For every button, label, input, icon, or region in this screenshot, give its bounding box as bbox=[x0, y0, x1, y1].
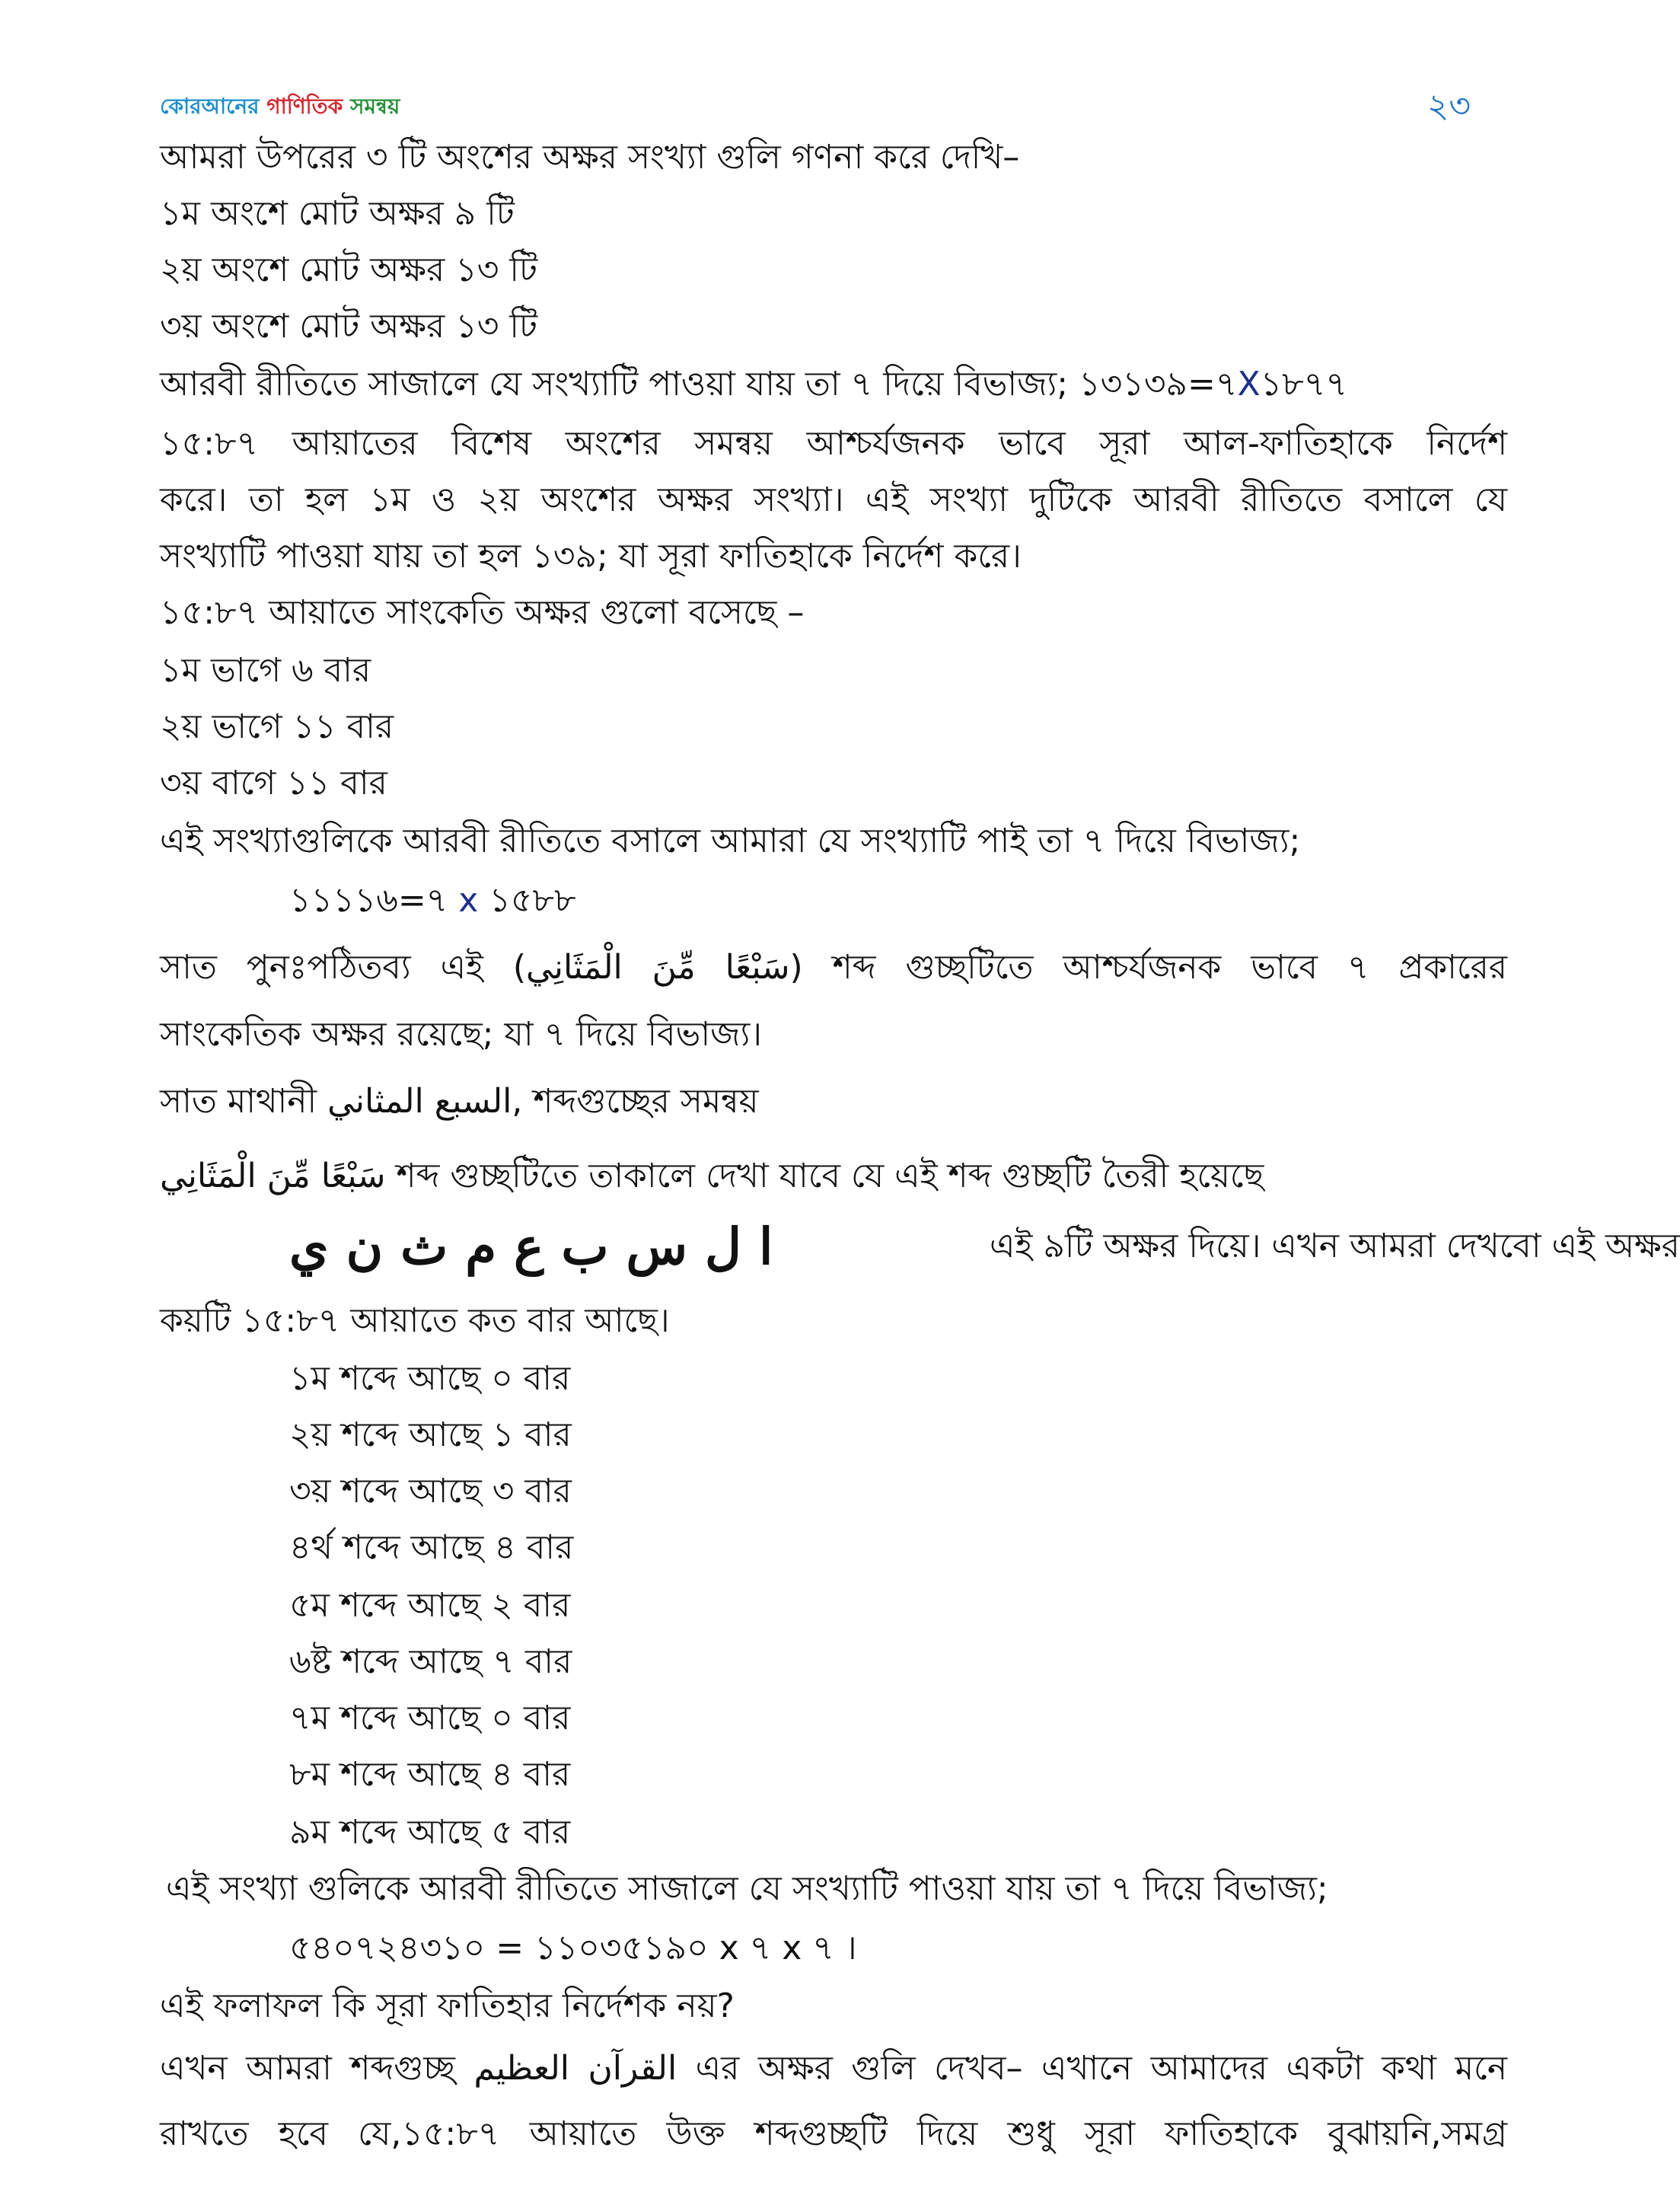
text-segment: সাত পুনঃপঠিতব্য এই ( bbox=[160, 948, 527, 987]
arabic-phrase: القرآن العظيم bbox=[473, 2049, 677, 2088]
running-header bbox=[160, 90, 400, 126]
list-item: ৬ষ্ট শব্দে আছে ৭ বার bbox=[289, 1642, 572, 1681]
text-line: ১ম ভাগে ৬ বার bbox=[160, 651, 371, 690]
list-item: ৭ম শব্দে আছে ০ বার bbox=[289, 1699, 571, 1738]
text-segment: ১৮৭৭ bbox=[1260, 365, 1347, 404]
text-segment: ) শব্দ গুচ্ছটিতে আশ্চর্যজনক ভাবে ৭ প্রকারের bbox=[789, 948, 1507, 987]
list-item: ২য় শব্দে আছে ১ বার bbox=[289, 1415, 572, 1454]
text-line: কয়টি ১৫:৮৭ আয়াতে কত বার আছে। bbox=[160, 1301, 670, 1340]
text-line bbox=[160, 2047, 1507, 2091]
arabic-phrase: سَبْعًا مِّنَ الْمَثَانِي bbox=[526, 948, 790, 987]
text-line: ৩য় বাগে ১১ বার bbox=[160, 764, 387, 803]
text-line: ৩য় অংশে মোট অক্ষর ১৩ টি bbox=[160, 307, 537, 346]
text-line bbox=[160, 946, 1507, 990]
text-line: এই ফলাফল কি সূরা ফাতিহার নির্দেশক নয়? bbox=[160, 1986, 735, 2025]
text-line: ১৫:৮৭ আয়াতের বিশেষ অংশের সমন্বয় আশ্চর্যজনক ভাবে সূরা আল-ফাতিহাকে নির্দেশ bbox=[160, 424, 1507, 463]
text-line bbox=[289, 879, 576, 923]
text-segment: এখন আমরা শব্দগুচ্ছ bbox=[160, 2049, 474, 2088]
text-segment: ১৫৮৮ bbox=[478, 881, 576, 920]
text-segment: শব্দ গুচ্ছটিতে তাকালে দেখা যাবে যে এই শব্দ গুচ্ছটি তৈরী হয়েছে bbox=[385, 1157, 1264, 1195]
text-line: রাখতে হবে যে,১৫:৮৭ আয়াতে উক্ত শব্দগুচ্ছটি দিয়ে শুধু সূরা ফাতিহাকে বুঝায়নি,সমগ্র bbox=[160, 2114, 1507, 2153]
text-line bbox=[289, 1217, 1680, 1276]
multiply-sign: X bbox=[1237, 365, 1261, 404]
text-line: ১ম অংশে মোট অক্ষর ৯ টি bbox=[160, 194, 515, 233]
text-line: করে। তা হল ১ম ও ২য় অংশের অক্ষর সংখ্যা। এই সংখ্যা দুটিকে আরবী রীতিতে বসালে যে bbox=[160, 480, 1507, 519]
text-line bbox=[160, 1154, 1264, 1198]
multiply-sign: x bbox=[458, 881, 479, 920]
header-title-part1: কোরআনের bbox=[160, 94, 267, 119]
text-segment: সাত মাথানী bbox=[160, 1082, 328, 1121]
list-item: ৯ম শব্দে আছে ৫ বার bbox=[289, 1813, 571, 1852]
arabic-letters: ا ل س ب ع م ث ن ي bbox=[289, 1217, 773, 1276]
text-segment: , শব্দগুচ্ছের সমন্বয় bbox=[512, 1082, 759, 1121]
text-segment: এর অক্ষর গুলি দেখব– এখানে আমাদের একটা কথা মনে bbox=[677, 2049, 1507, 2088]
header-title-part2: গাণিতিক bbox=[266, 94, 351, 119]
list-item: ৩য় শব্দে আছে ৩ বার bbox=[289, 1472, 572, 1511]
text-line: ১৫:৮৭ আয়াতে সাংকেতি অক্ষর গুলো বসেছে – bbox=[160, 593, 805, 632]
header-title-part3: সমন্বয় bbox=[350, 94, 400, 119]
arabic-phrase: السبع المثاني bbox=[327, 1082, 512, 1121]
text-line: ৫৪০৭২৪৩১০ = ১১০৩৫১৯০ x ৭ x ৭ । bbox=[289, 1929, 857, 1967]
text-line: সাংকেতিক অক্ষর রয়েছে; যা ৭ দিয়ে বিভাজ্য। bbox=[160, 1015, 762, 1054]
text-line: সংখ্যাটি পাওয়া যায় তা হল ১৩৯; যা সূরা ফাতিহাকে নির্দেশ করে। bbox=[160, 537, 1022, 576]
text-segment: এই ৯টি অক্ষর দিয়ে। এখন আমরা দেখবো এই অক্ষর bbox=[990, 1227, 1680, 1265]
text-segment: ১১১১৬=৭ bbox=[289, 881, 459, 920]
list-item: ৮ম শব্দে আছে ৪ বার bbox=[289, 1755, 571, 1794]
text-line bbox=[160, 362, 1347, 407]
text-line: ২য় অংশে মোট অক্ষর ১৩ টি bbox=[160, 250, 537, 289]
arabic-phrase: سَبْعًا مِّنَ الْمَثَانِي bbox=[160, 1157, 386, 1195]
list-item: ৫ম শব্দে আছে ২ বার bbox=[289, 1586, 571, 1625]
text-line: আমরা উপরের ৩ টি অংশের অক্ষর সংখ্যা গুলি গণনা করে দেখি– bbox=[160, 138, 1020, 177]
text-line: এই সংখ্যাগুলিকে আরবী রীতিতে বসালে আমারা যে সংখ্যাটি পাই তা ৭ দিয়ে বিভাজ্য; bbox=[160, 822, 1301, 860]
text-line: এই সংখ্যা গুলিকে আরবী রীতিতে সাজালে যে সংখ্যাটি পাওয়া যায় তা ৭ দিয়ে বিভাজ্য; bbox=[166, 1869, 1328, 1908]
text-line bbox=[160, 1080, 759, 1124]
text-segment: আরবী রীতিতে সাজালে যে সংখ্যাটি পাওয়া যায় তা ৭ দিয়ে বিভাজ্য; ১৩১৩৯=৭ bbox=[160, 365, 1238, 404]
list-item: ৪র্থ শব্দে আছে ৪ বার bbox=[289, 1528, 574, 1567]
list-item: ১ম শব্দে আছে ০ বার bbox=[289, 1359, 571, 1398]
text-line: ২য় ভাগে ১১ বার bbox=[160, 707, 394, 746]
page-number: ২৩ bbox=[1427, 87, 1471, 126]
